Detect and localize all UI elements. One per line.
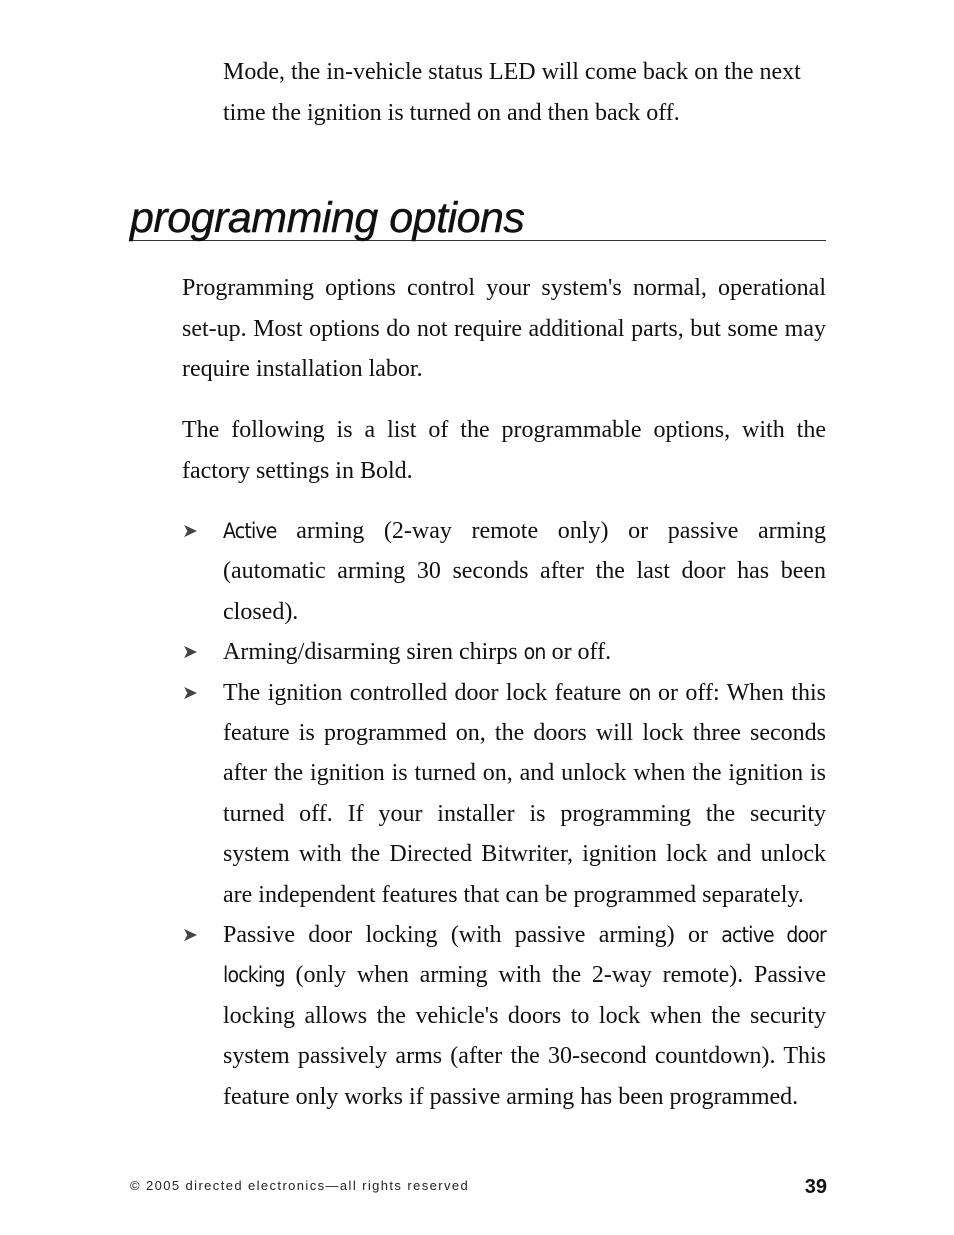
list-item-lead: The ignition controlled door lock feature xyxy=(223,679,629,706)
list-item-text: arming (2-way remote only) or passive arming (automatic arming 30 seconds after the last door has been closed). xyxy=(223,518,826,625)
section-heading-rule xyxy=(130,190,826,241)
list-item-text: (only when arming with the 2-way remote). Passive locking allows the vehicle's doors to lock when the security system passively arms (after the 30-second countdown). This feature only works if passive arming has been programmed. xyxy=(223,962,826,1110)
list-item-lead: Arming/disarming siren chirps xyxy=(223,639,524,666)
intro-paragraph: Mode, the in-vehicle status LED will come back on the next time the ignition is turned on and then back off. xyxy=(223,59,801,126)
list-item-lead: Passive door locking (with passive arming) or xyxy=(223,922,722,949)
arrowhead-bullet-icon: ➤ xyxy=(182,924,198,947)
arrowhead-bullet-icon: ➤ xyxy=(182,520,198,542)
list-item xyxy=(182,673,826,915)
bold-setting: active door locking xyxy=(223,923,826,988)
bold-setting: Active xyxy=(223,519,277,543)
list-item xyxy=(182,632,826,672)
list-item-text: or off: When this feature is programmed on, the doors will lock three seconds after the ignition is turned on, and unlock when the ignition is turned off. If your installer is programming the security system with the Directed Bitwriter, ignition lock and unlock are independent features that can be programmed separately. xyxy=(223,679,826,908)
list-item xyxy=(182,511,826,632)
arrowhead-bullet-icon: ➤ xyxy=(182,681,198,704)
body-paragraph-1: Programming options control your system's normal, operational set-up. Most options do not require additional parts, but some may require installation labor. xyxy=(182,275,826,382)
options-list xyxy=(182,511,826,1117)
bold-setting: on xyxy=(628,680,651,705)
body-paragraph-2: The following is a list of the programmable options, with the factory settings in Bold. xyxy=(182,417,826,484)
footer-copyright: © 2005 directed electronics—all rights reserved xyxy=(130,1178,470,1193)
list-item xyxy=(182,915,826,1117)
arrowhead-bullet-icon: ➤ xyxy=(182,641,198,664)
list-item-text: or off. xyxy=(545,639,612,666)
bold-setting: on xyxy=(523,640,546,665)
section-heading: programming options xyxy=(130,194,525,242)
page-number: 39 xyxy=(804,1176,827,1198)
